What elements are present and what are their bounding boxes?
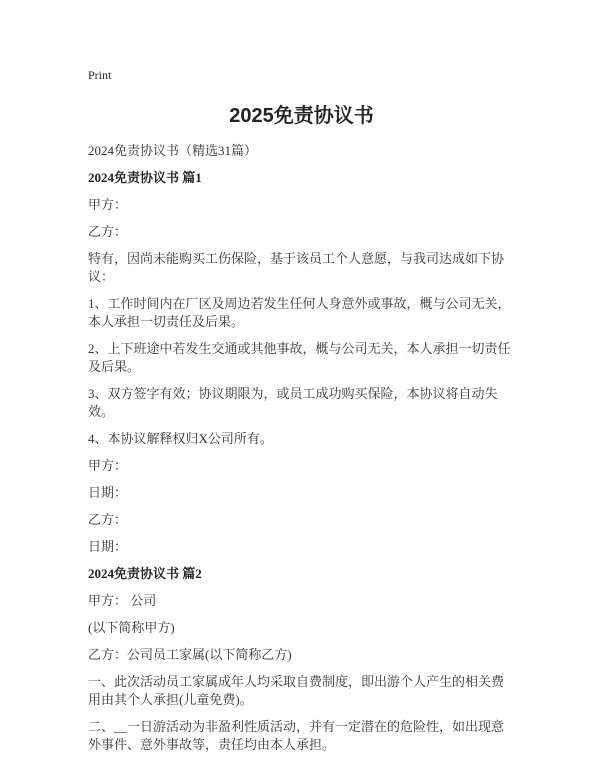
section-1-clause-2: 2、上下班途中若发生交通或其他事故，概与公司无关，本人承担一切责任及后果。 <box>88 341 511 374</box>
section-2-clause-1: 一、此次活动员工家属成年人均采取自费制度，即出游个人产生的相关费用由其个人承担(儿童免费)。 <box>88 674 505 707</box>
document-title: 2025免责协议书 <box>229 105 374 127</box>
section-1-clause-4: 4、本协议解释权归X公司所有。 <box>88 431 273 446</box>
section-1-clause-3: 3、双方签字有效；协议期限为，或员工成功购买保险，本协议将自动失效。 <box>88 386 498 419</box>
section-2-clause-2: 二、__一日游活动为非盈利性质活动，并有一定潜在的危险性，如出现意外事件、意外事故等，责任均由本人承担。 <box>88 719 505 752</box>
section-1-date-a: 日期： <box>88 485 128 500</box>
print-button[interactable]: Print <box>88 68 112 82</box>
section-1-preamble: 特有，因尚未能购买工伤保险，基于该员工个人意愿，与我司达成如下协议： <box>88 251 505 284</box>
section-1-party-b-label: 乙方： <box>88 224 128 239</box>
section-1-signature-party-b: 乙方： <box>88 512 128 527</box>
section-1-heading: 2024免责协议书 篇1 <box>88 170 202 185</box>
section-1-date-b: 日期： <box>88 539 128 554</box>
section-1-clause-1: 1、工作时间内在厂区及周边若发生任何人身意外或事故，概与公司无关，本人承担一切责任及后果。 <box>88 296 511 329</box>
section-1-party-a-label: 甲方： <box>88 197 128 212</box>
section-1-signature-party-a: 甲方： <box>88 458 128 473</box>
section-2-party-a-label: 甲方： 公司 <box>88 593 157 608</box>
section-2-party-b-label: 乙方：公司员工家属(以下简称乙方) <box>88 647 292 662</box>
document-subtitle: 2024免责协议书（精选31篇） <box>88 143 258 158</box>
section-2-party-a-alias: (以下简称甲方) <box>88 620 175 635</box>
section-2-heading: 2024免责协议书 篇2 <box>88 566 202 581</box>
